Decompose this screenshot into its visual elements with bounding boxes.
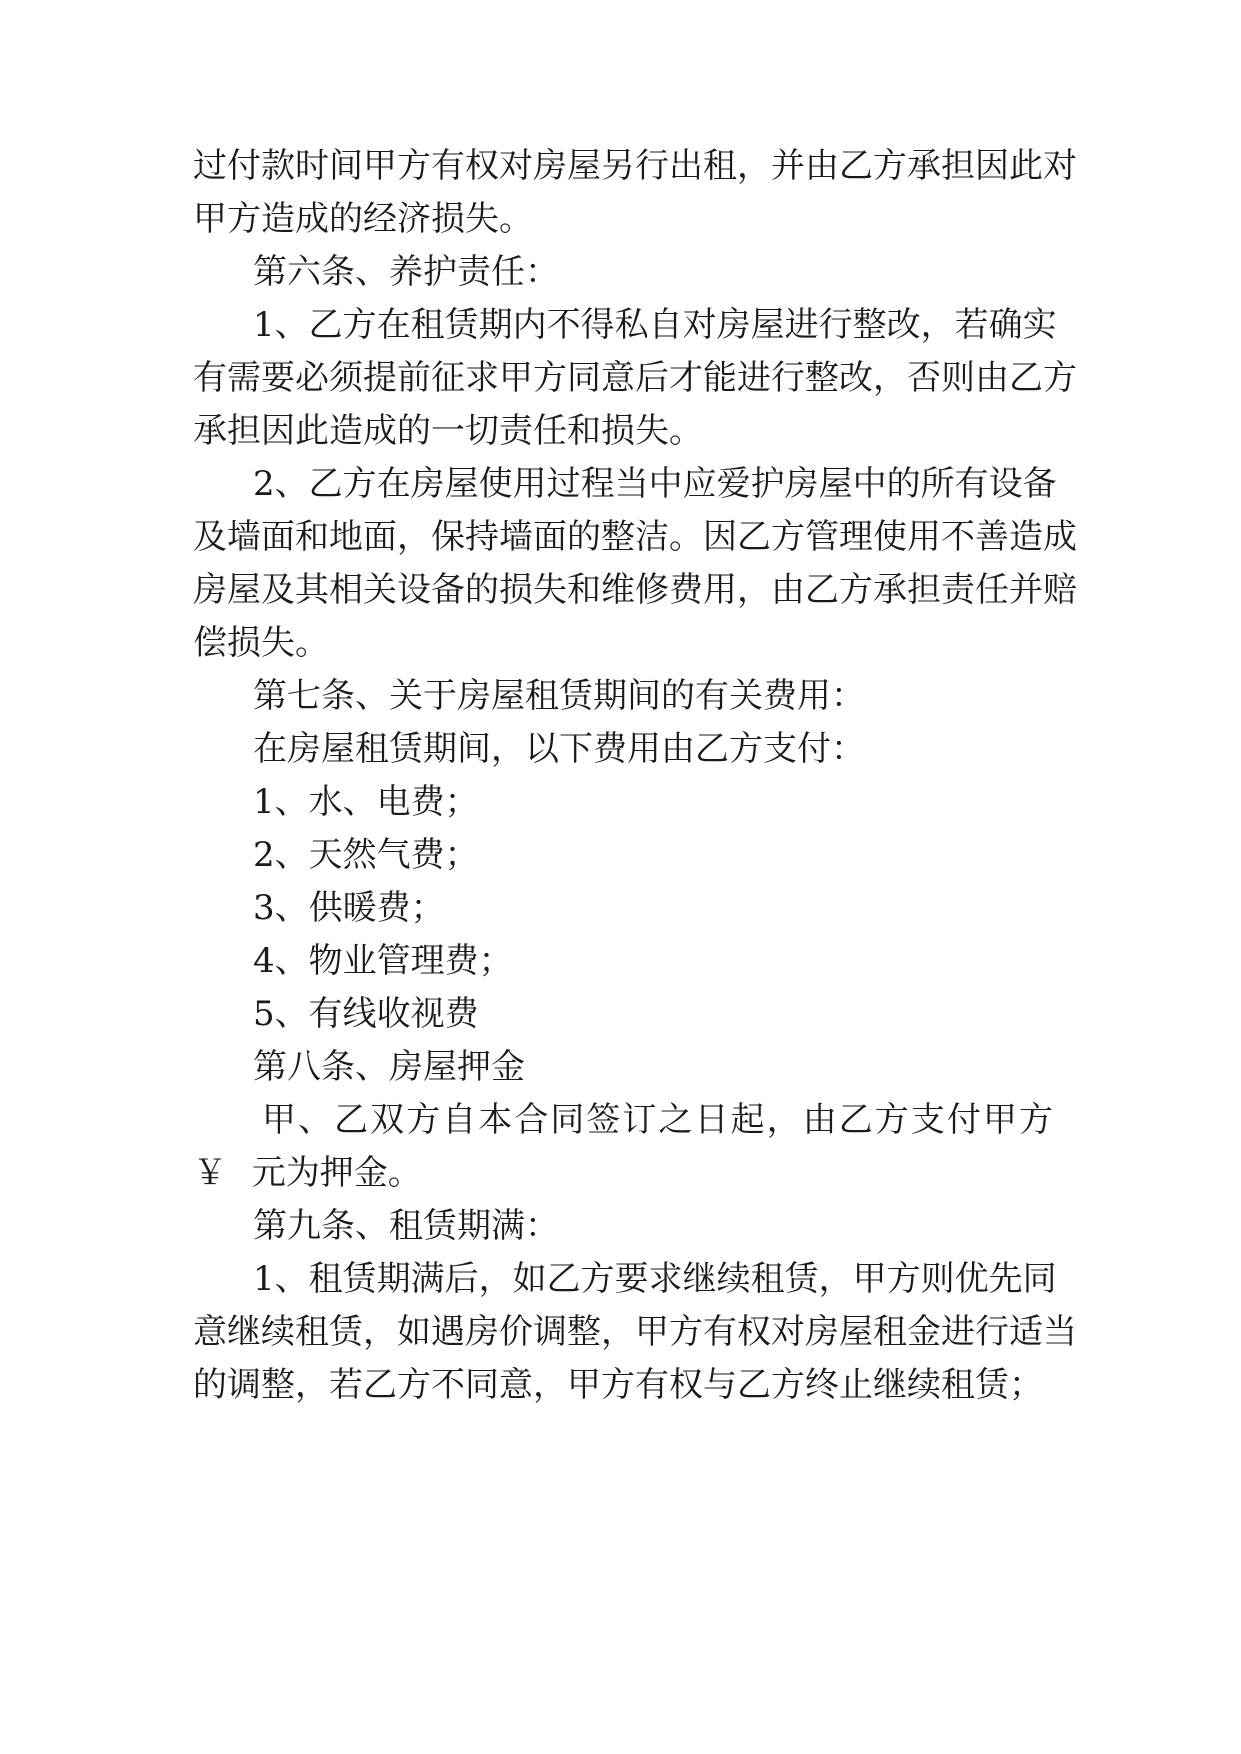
clause-item: 2、乙方在房屋使用过程当中应爱护房屋中的所有设备 [253, 464, 1057, 504]
section-heading: 第七条、关于房屋租赁期间的有关费用： [253, 676, 865, 716]
paragraph-line: 在房屋租赁期间，以下费用由乙方支付： [253, 729, 865, 769]
clause-item: 1、租赁期满后，如乙方要求继续租赁，甲方则优先同 [253, 1259, 1057, 1299]
fee-item: 1、水、电费； [253, 782, 479, 822]
paragraph-line: 甲、乙双方自本合同签订之日起，由乙方支付甲方 [262, 1100, 1053, 1140]
paragraph-line: 承担因此造成的一切责任和损失。 [193, 411, 703, 451]
paragraph-line: 甲方造成的经济损失。 [193, 199, 533, 239]
section-heading: 第八条、房屋押金 [253, 1047, 525, 1087]
fee-item: 4、物业管理费； [253, 941, 513, 981]
fee-item: 3、供暖费； [253, 888, 445, 928]
section-heading: 第六条、养护责任： [253, 252, 559, 292]
paragraph-line: ￥ 元为押金。 [193, 1153, 422, 1193]
paragraph-line: 及墙面和地面，保持墙面的整洁。因乙方管理使用不善造成 [193, 517, 1077, 557]
paragraph-line: 过付款时间甲方有权对房屋另行出租，并由乙方承担因此对 [193, 146, 1077, 186]
fee-item: 5、有线收视费 [253, 994, 479, 1034]
section-heading: 第九条、租赁期满： [253, 1206, 559, 1246]
paragraph-line: 意继续租赁，如遇房价调整，甲方有权对房屋租金进行适当 [193, 1312, 1077, 1352]
paragraph-line: 的调整，若乙方不同意，甲方有权与乙方终止继续租赁； [193, 1365, 1043, 1405]
paragraph-line: 房屋及其相关设备的损失和维修费用，由乙方承担责任并赔 [193, 570, 1077, 610]
fee-item: 2、天然气费； [253, 835, 479, 875]
paragraph-line: 有需要必须提前征求甲方同意后才能进行整改，否则由乙方 [193, 358, 1077, 398]
paragraph-line: 偿损失。 [193, 623, 329, 663]
clause-item: 1、乙方在租赁期内不得私自对房屋进行整改，若确实 [253, 305, 1057, 345]
